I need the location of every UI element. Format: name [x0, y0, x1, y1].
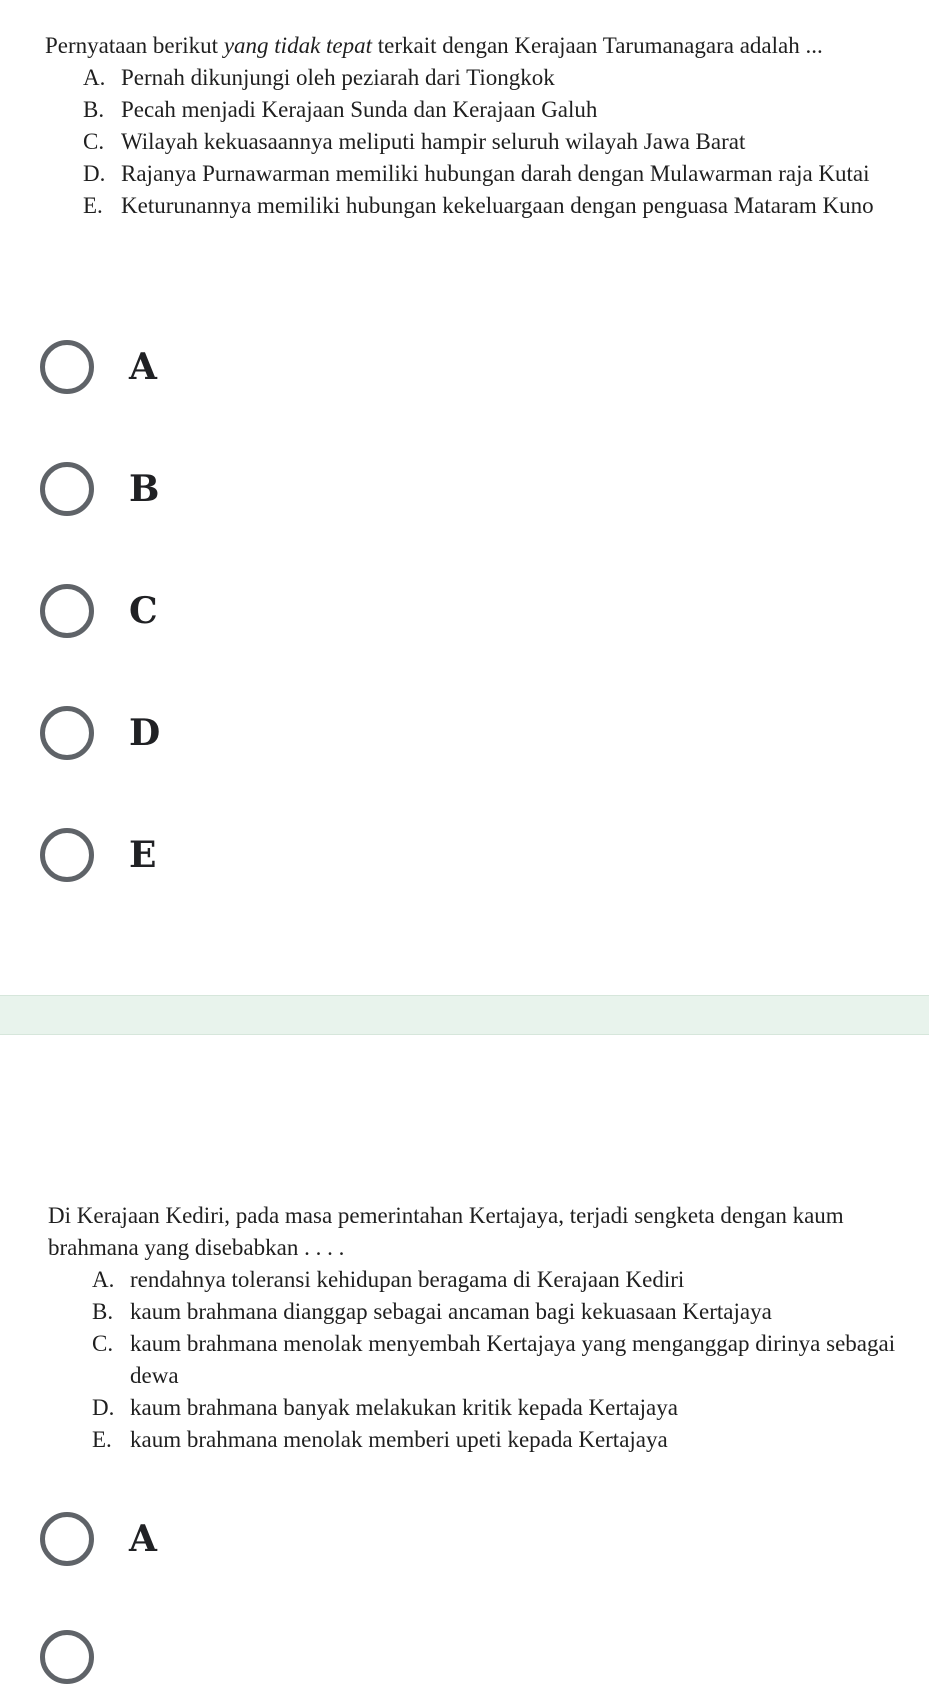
question-2-option-e: [0, 1424, 929, 1456]
option-text: Wilayah kekuasaannya meliputi hampir seluruh wilayah Jawa Barat: [121, 129, 746, 154]
question-1-option-a: [0, 62, 929, 94]
answer-choice-e[interactable]: [40, 828, 156, 882]
radio-button[interactable]: [40, 706, 94, 760]
question-1-stem-pre: Pernyataan berikut: [45, 33, 224, 58]
question-1-option-d: [0, 158, 929, 190]
radio-button[interactable]: [40, 1630, 94, 1684]
question-1-option-e: [0, 190, 929, 222]
question-divider: [0, 995, 929, 1035]
question-2-option-list: [0, 1264, 929, 1456]
question-1: [0, 30, 929, 222]
option-text: Rajanya Purnawarman memiliki hubungan darah dengan Mulawarman raja Kutai: [121, 161, 870, 186]
option-letter: C.: [83, 129, 105, 154]
question-2: [0, 1200, 929, 1456]
option-letter: E.: [83, 193, 103, 218]
option-letter: E.: [92, 1427, 112, 1452]
option-letter: B.: [92, 1299, 114, 1324]
question-1-stem-post: terkait dengan Kerajaan Tarumanagara adalah ...: [372, 33, 823, 58]
answer-choice-label: B: [129, 468, 160, 510]
answer-choice-a[interactable]: [40, 1512, 157, 1566]
option-letter: A.: [83, 65, 106, 90]
radio-button[interactable]: [40, 340, 94, 394]
answer-choice-label: D: [129, 712, 161, 754]
question-2-option-b: [0, 1296, 929, 1328]
answer-choice-a[interactable]: [40, 340, 157, 394]
answer-choice-label: E: [129, 834, 157, 876]
question-1-stem-emphasis: yang tidak tepat: [223, 33, 373, 58]
radio-button[interactable]: [40, 584, 94, 638]
option-letter: B.: [83, 97, 105, 122]
question-1-option-b: [0, 94, 929, 126]
option-text: kaum brahmana dianggap sebagai ancaman bagi kekuasaan Kertajaya: [130, 1299, 772, 1324]
option-text: kaum brahmana menolak memberi upeti kepada Kertajaya: [130, 1427, 668, 1452]
question-2-option-c: [0, 1328, 929, 1392]
option-text: kaum brahmana menolak menyembah Kertajaya yang menganggap dirinya sebagai dewa: [130, 1331, 896, 1388]
option-text: Pernah dikunjungi oleh peziarah dari Tiongkok: [121, 65, 555, 90]
option-text: kaum brahmana banyak melakukan kritik kepada Kertajaya: [130, 1395, 678, 1420]
question-2-stem: Di Kerajaan Kediri, pada masa pemerintahan Kertajaya, terjadi sengketa dengan kaum brahmana yang disebabkan . . . .: [48, 1203, 844, 1260]
option-letter: D.: [92, 1395, 115, 1420]
answer-choice-b[interactable]: [40, 462, 159, 516]
question-2-option-d: [0, 1392, 929, 1424]
option-letter: C.: [92, 1331, 114, 1356]
radio-button[interactable]: [40, 828, 94, 882]
answer-choice-c[interactable]: [40, 584, 158, 638]
option-text: rendahnya toleransi kehidupan beragama di Kerajaan Kediri: [130, 1267, 685, 1292]
radio-button[interactable]: [40, 462, 94, 516]
question-1-stem: [0, 30, 929, 62]
question-1-option-c: [0, 126, 929, 158]
answer-choice-d[interactable]: [40, 706, 160, 760]
radio-button[interactable]: [40, 1512, 94, 1566]
option-letter: D.: [83, 161, 106, 186]
question-2-option-a: [0, 1264, 929, 1296]
answer-choice-label: A: [129, 346, 157, 388]
option-text: Keturunannya memiliki hubungan kekeluargaan dengan penguasa Mataram Kuno: [121, 193, 874, 218]
answer-choice-label: A: [129, 1518, 157, 1560]
question-1-option-list: [0, 62, 929, 222]
option-letter: A.: [92, 1267, 115, 1292]
option-text: Pecah menjadi Kerajaan Sunda dan Kerajaan Galuh: [121, 97, 598, 122]
answer-choice-label: C: [129, 590, 158, 632]
